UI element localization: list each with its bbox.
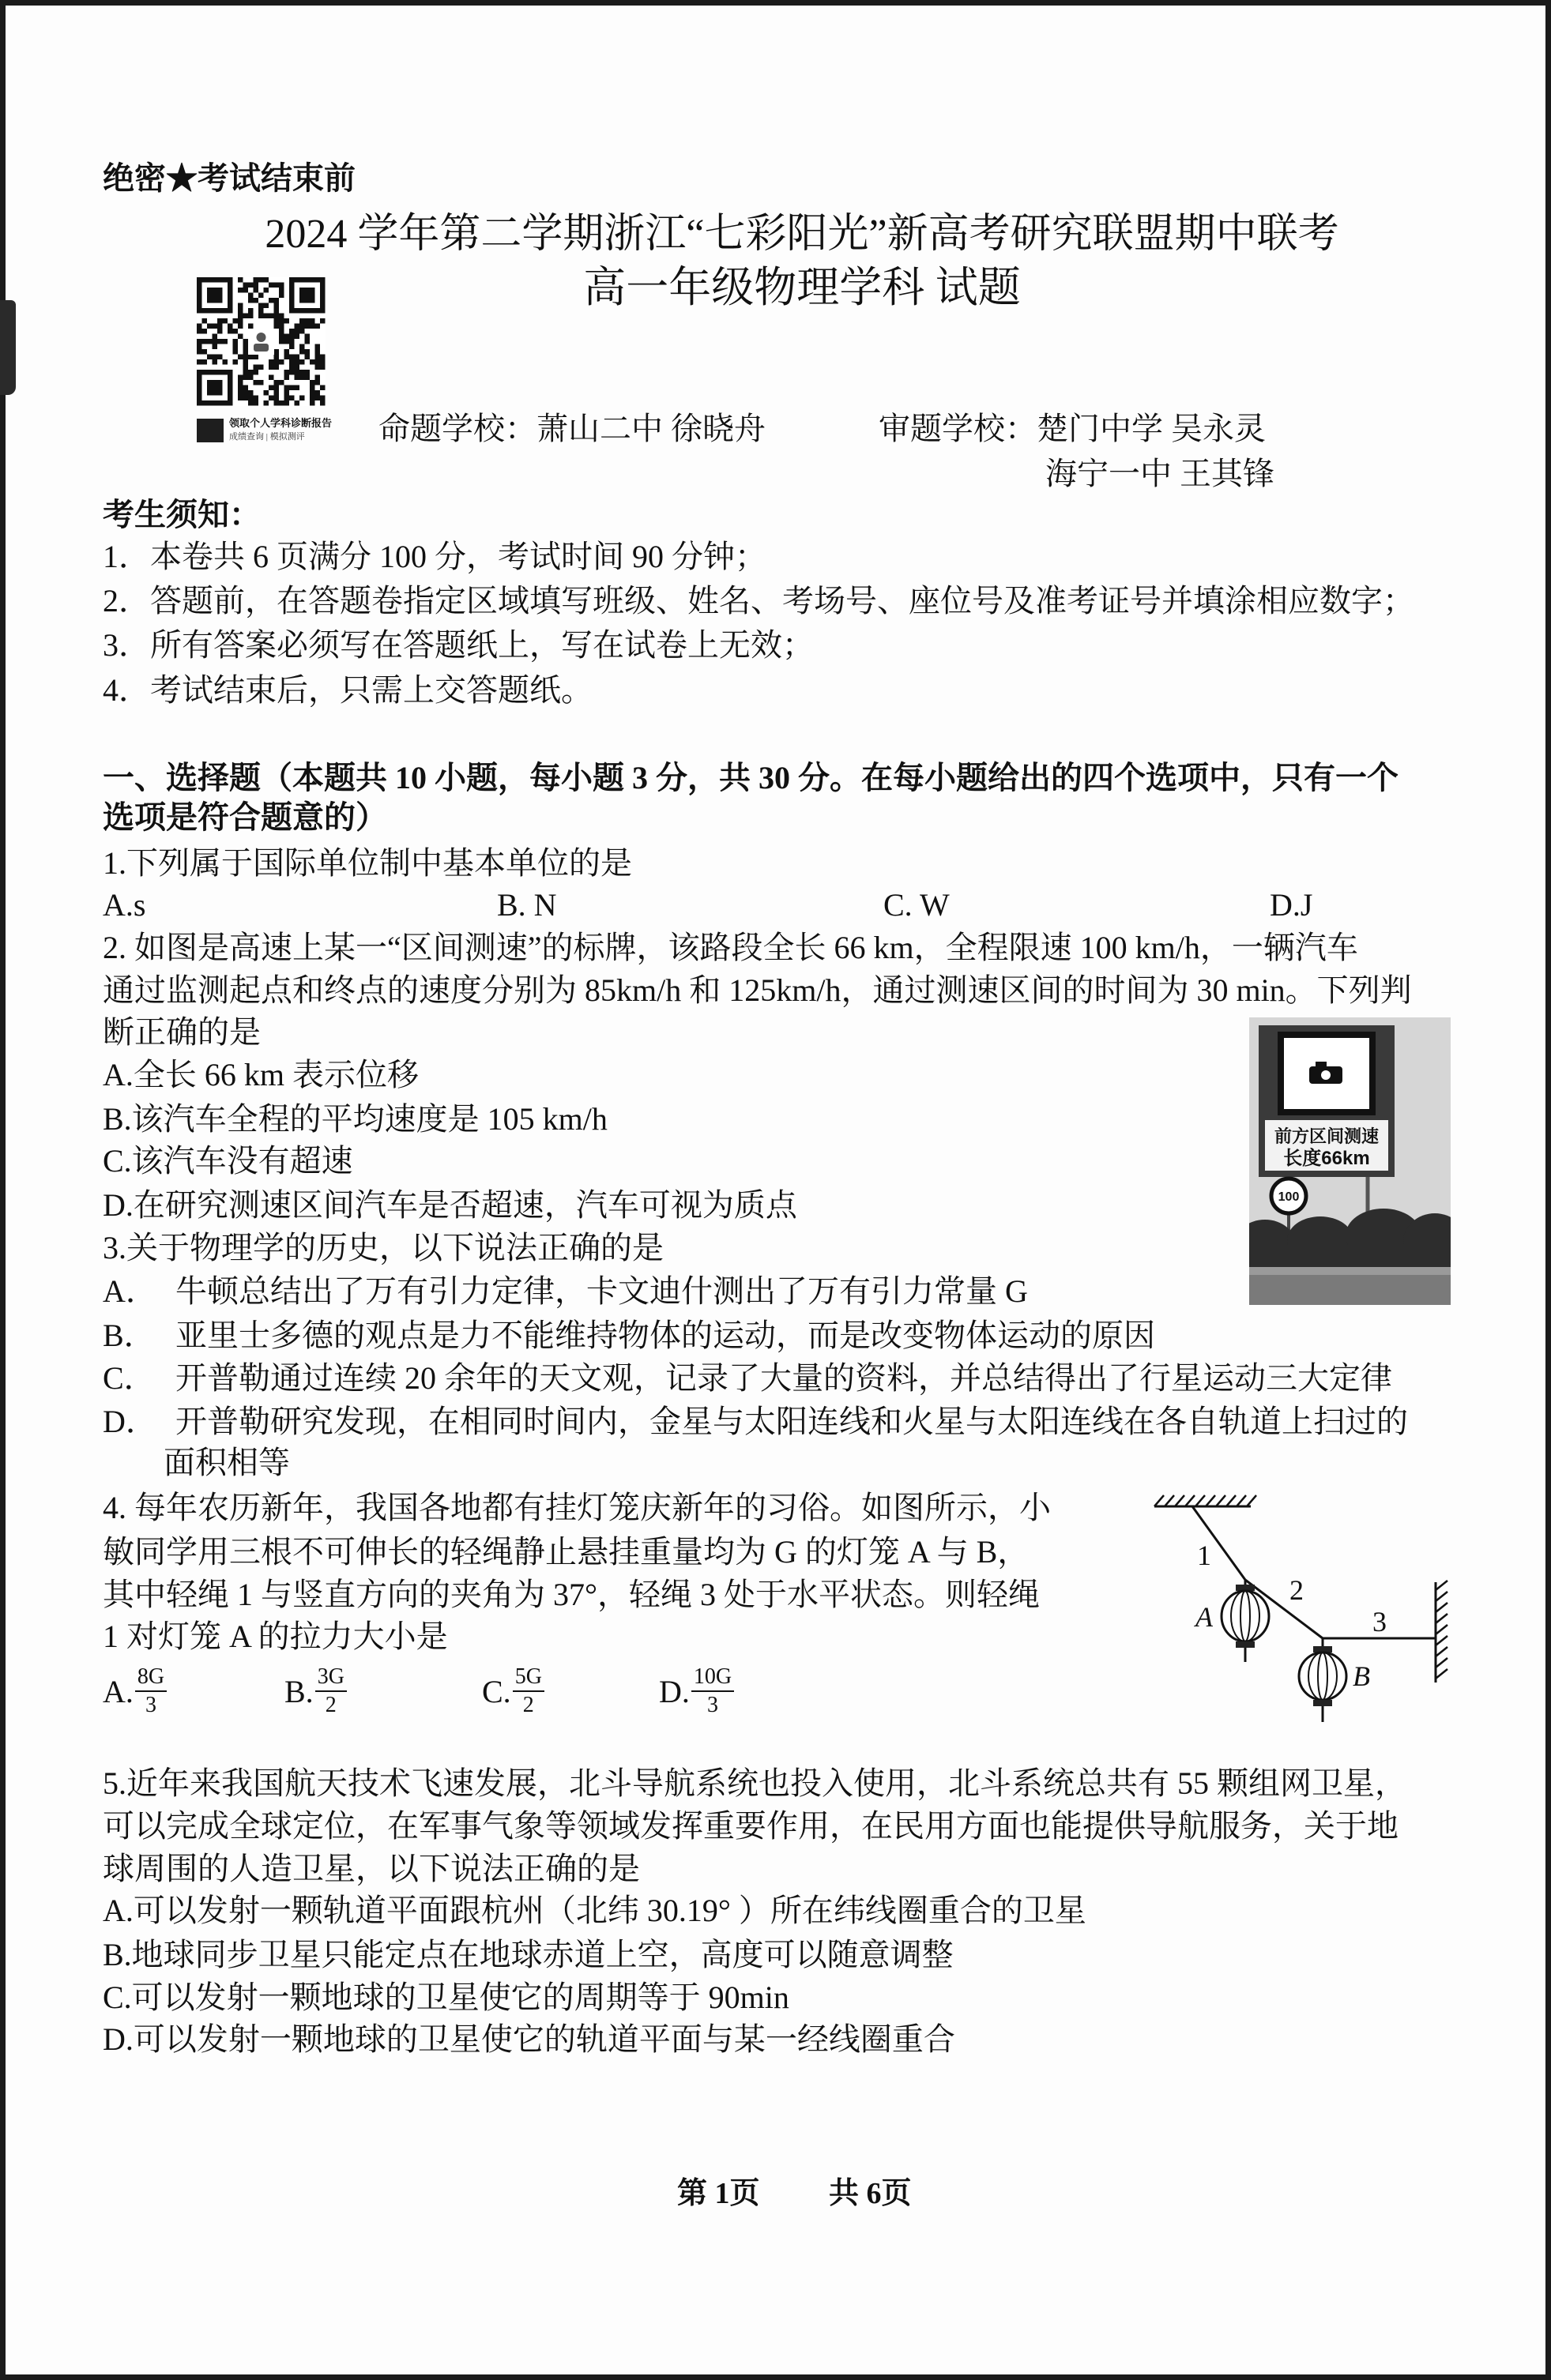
notice-item: 1．本卷共 6 页满分 100 分，考试时间 90 分钟； [103,539,766,574]
reviewer-line-1: 审题学校：楚门中学 吴永灵 [879,411,1266,446]
fraction-denominator: 3 [145,1693,156,1717]
setter-line: 命题学校：萧山二中 徐晓舟 [378,411,766,446]
q5-stem-line: 可以完成全球定位，在军事气象等领域发挥重要作用，在民用方面也能提供导航服务，关于地 [103,1808,1399,1844]
reviewer-line-2: 海宁一中 王其锋 [1045,456,1274,491]
scan-edge-shadow [0,300,16,395]
qr-code[interactable] [197,277,326,406]
qr-finder-top-left [197,277,233,314]
q4-stem-line: 其中轻绳 1 与竖直方向的夹角为 37°，轻绳 3 处于水平状态。则轻绳 [103,1577,1040,1612]
q5-stem-line: 5.近年来我国航天技术飞速发展，北斗导航系统也投入使用，北斗系统总共有 55 颗组网卫星， [103,1765,1406,1801]
ceiling-hatch [1154,1495,1256,1506]
q3-option-c-text: 开普勒通过连续 20 余年的天文观，记录了大量的资料，并总结得出了行星运动三大定律 [175,1360,1392,1396]
q3-stem: 3.关于物理学的历史，以下说法正确的是 [103,1230,664,1265]
q3-option-a-label: A． [103,1273,157,1309]
guardrail [1249,1267,1451,1275]
q2-option-c: C.该汽车没有超速 [103,1143,353,1179]
q2-stem-line: 通过监测起点和终点的速度分别为 85km/h 和 125km/h，通过测速区间的时间为 30 min。下列判 [103,972,1412,1008]
qr-center-logo [248,329,274,355]
q5-option-a: A.可以发射一颗轨道平面跟杭州（北纬 30.19° ）所在纬线圈重合的卫星 [103,1893,1086,1928]
fraction [135,1664,167,1719]
q4-option-c [482,1660,544,1723]
q2-stem-line: 2. 如图是高速上某一“区间测速”的标牌，该路段全长 66 km，全程限速 100 km/h，一辆汽车 [103,930,1358,965]
wall-hatch [1436,1581,1447,1679]
qr-caption: 领取个人学科诊断报告 [229,417,333,429]
qr-finder-bottom-left [197,370,233,406]
qr-finder-top-right [289,277,326,314]
q2-option-b: B.该汽车全程的平均速度是 105 km/h [103,1101,608,1137]
rope-1-label: 1 [1197,1540,1211,1571]
notice-item: 2．答题前，在答题卷指定区域填写班级、姓名、考场号、座位号及准考证号并填涂相应数字； [103,583,1414,618]
q3-option-c-label: C． [103,1360,156,1396]
road [1249,1275,1451,1305]
exam-subtitle: 高一年级物理学科 试题 [583,264,1021,311]
q1-option-a: A.s [103,887,146,923]
secrecy-label: 绝密★考试结束前 [103,160,356,196]
fraction-numerator: 8G [135,1664,167,1692]
q3-option-a-text: 牛顿总结出了万有引力定律，卡文迪什测出了万有引力常量 G [175,1273,1028,1309]
rope-3-label: 3 [1372,1606,1387,1637]
fraction-denominator: 3 [707,1693,718,1717]
q2-option-a: A.全长 66 km 表示位移 [103,1057,419,1092]
fraction [691,1664,734,1719]
q5-option-c: C.可以发射一颗地球的卫星使它的周期等于 90min [103,1980,789,2015]
speed-zone-sign-photo [1249,1017,1451,1305]
q2-option-d: D.在研究测速区间汽车是否超速，汽车可视为质点 [103,1187,797,1223]
q1-option-d: D.J [1270,887,1313,923]
option-label: D. [659,1673,690,1709]
exam-title: 2024 学年第二学期浙江“七彩阳光”新高考研究联盟期中联考 [265,212,1339,257]
speed-limit-value: 100 [1278,1190,1300,1204]
q5-option-d: D.可以发射一颗地球的卫星使它的轨道平面与某一经线圈重合 [103,2021,955,2057]
q3-option-d-text: 开普勒研究发现，在相同时间内，金星与太阳连线和火星与太阳连线在各自轨道上扫过的 [175,1404,1408,1439]
fraction [315,1664,347,1719]
q3-option-b-label: B． [103,1318,156,1353]
q4-stem-line: 4. 每年农历新年，我国各地都有挂灯笼庆新年的习俗。如图所示，小 [103,1490,1051,1525]
page-total: 共 6页 [829,2177,912,2210]
section-heading: 一、选择题（本题共 10 小题，每小题 3 分，共 30 分。在每小题给出的四个选项中，只有一个 [103,760,1399,795]
notice-title: 考生须知： [103,497,261,532]
fraction [513,1664,544,1719]
option-label: B. [284,1673,314,1709]
q3-option-d-label: D． [103,1404,157,1439]
notice-item: 4．考试结束后，只需上交答题纸。 [103,672,593,708]
sign-text-line1: 前方区间测速 [1274,1126,1380,1146]
q3-option-b-text: 亚里士多德的观点是力不能维持物体的运动，而是改变物体运动的原因 [175,1318,1155,1353]
page-number: 第 1页 [677,2177,760,2210]
fraction-denominator: 2 [325,1693,337,1717]
q3-option-d-continuation: 面积相等 [164,1445,290,1480]
fraction-numerator: 3G [315,1664,347,1692]
section-heading-cont: 选项是符合题意的） [103,799,387,835]
lantern-b-label: B [1353,1660,1370,1692]
qr-brand-logo [197,419,224,442]
q1-stem: 1.下列属于国际单位制中基本单位的是 [103,845,632,881]
q4-stem-line: 敏同学用三根不可伸长的轻绳静止悬挂重量均为 G 的灯笼 A 与 B， [103,1534,1030,1570]
fraction-numerator: 10G [691,1664,734,1692]
q4-option-d [659,1660,734,1723]
q2-stem-line: 断正确的是 [103,1014,261,1050]
q5-option-b: B.地球同步卫星只能定点在地球赤道上空，高度可以随意调整 [103,1937,954,1972]
fraction-denominator: 2 [522,1693,534,1717]
lantern-a-label: A [1195,1601,1213,1633]
q1-option-b: B. N [497,887,557,923]
rope-2-label: 2 [1289,1574,1304,1606]
q1-option-c: C. W [883,887,950,923]
sign-text-line2: 长度66km [1283,1148,1370,1169]
lantern-b [1299,1638,1346,1722]
q4-option-b [284,1660,347,1723]
qr-subcaption: 成绩查询 | 模拟测评 [229,432,305,442]
lantern-diagram [1138,1485,1470,1730]
fraction-numerator: 5G [513,1664,544,1692]
q4-option-a [103,1660,167,1723]
notice-item: 3．所有答案必须写在答题纸上，写在试卷上无效； [103,627,814,663]
q5-stem-line: 球周围的人造卫星，以下说法正确的是 [103,1851,640,1886]
option-label: A. [103,1673,134,1709]
q4-stem-line: 1 对灯笼 A 的拉力大小是 [103,1619,448,1654]
option-label: C. [482,1673,511,1709]
